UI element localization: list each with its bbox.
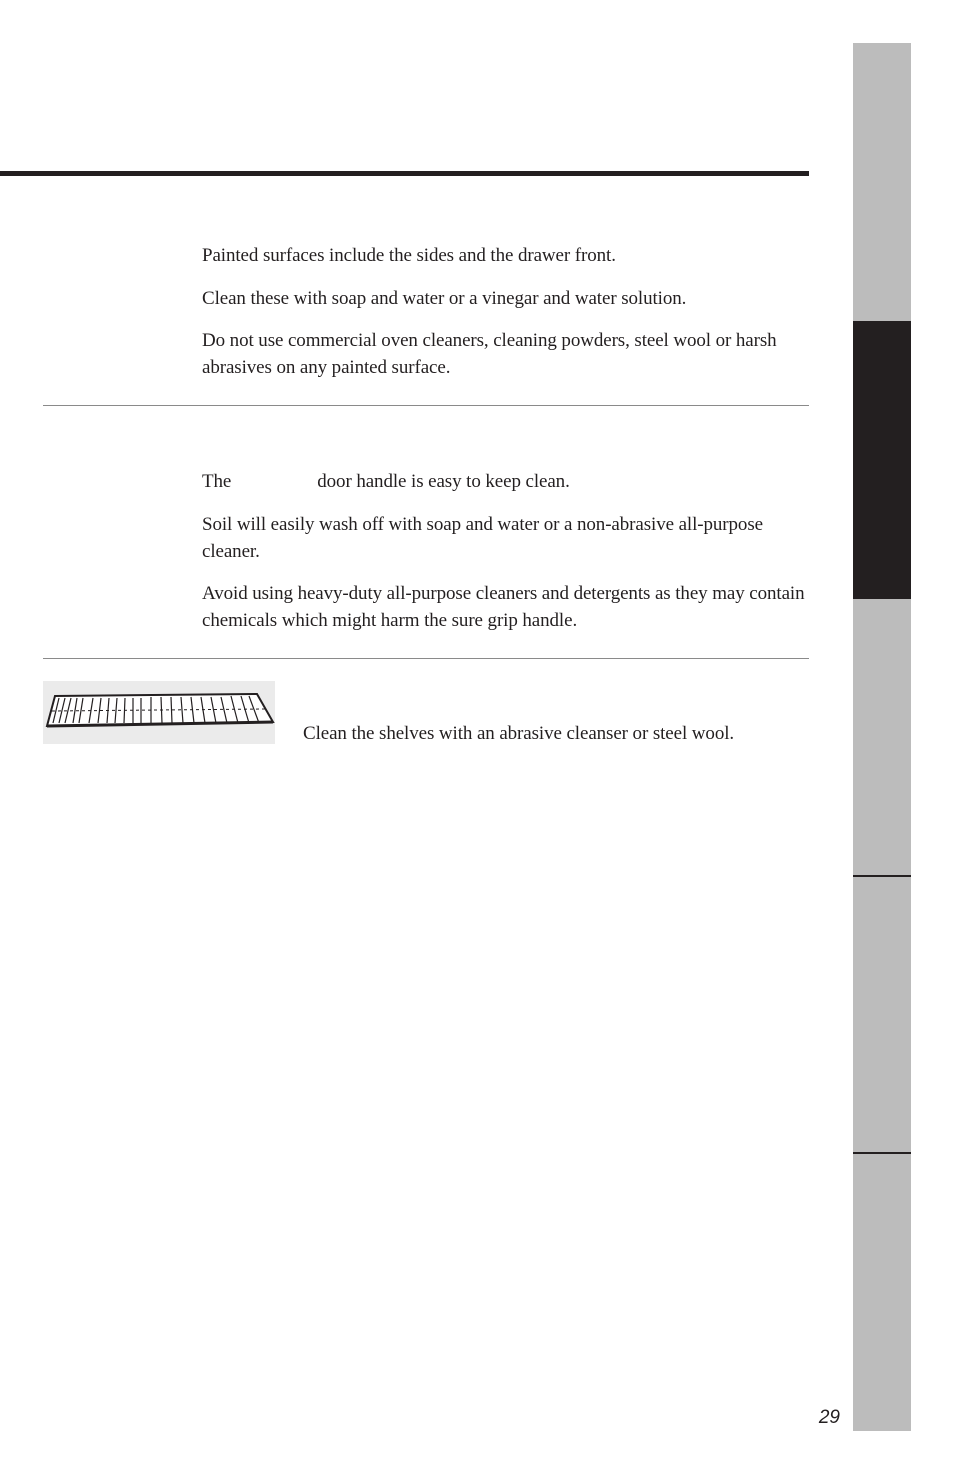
door-handle-paragraph-1 [202,468,812,495]
section-tab-strip [853,43,911,1431]
tab-separator [853,1152,911,1154]
active-section-tab [853,321,911,599]
section-top-rule [0,171,809,176]
section-divider [43,658,809,659]
oven-shelf-icon [43,681,275,744]
door-handle-text-end: door handle is easy to keep clean. [317,471,570,492]
oven-shelf-illustration [43,681,275,744]
painted-surfaces-paragraph-2: Clean these with soap and water or a vinegar and water solution. [202,288,687,309]
tab-separator [853,875,911,877]
door-handle-paragraph-3: Avoid using heavy-duty all-purpose cleaners and detergents as they may contain chemicals which might harm the sure grip handle. [202,583,805,631]
painted-surfaces-paragraph-1: Painted surfaces include the sides and the drawer front. [202,245,616,266]
section-divider [43,405,809,406]
door-handle-text-start: The [202,471,232,492]
door-handle-paragraph-2: Soil will easily wash off with soap and water or a non-abrasive all-purpose cleaner. [202,514,763,562]
painted-surfaces-paragraph-3: Do not use commercial oven cleaners, cleaning powders, steel wool or harsh abrasives on any painted surface. [202,330,777,378]
page-number: 29 [818,1407,840,1428]
shelves-paragraph: Clean the shelves with an abrasive cleanser or steel wool. [303,723,735,744]
